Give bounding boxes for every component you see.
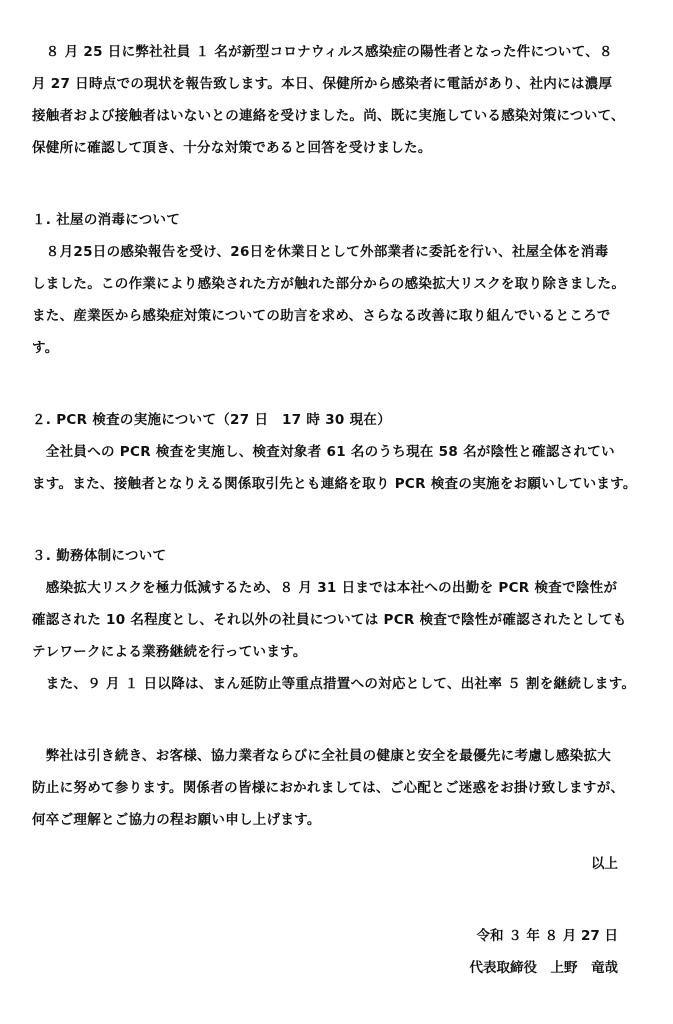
section3-heading: ３. 勤務体制について <box>32 548 167 564</box>
intro-line-2: 月 27 日時点での現状を報告致します。本日、保健所から感染者に電話があり、社内には濃厚 <box>32 76 613 92</box>
signature-name: 代表取締役 上野 竜哉 <box>469 960 618 976</box>
section3-line-4: また、９ 月 １ 日以降は、まん延防止等重点措置への対応として、出社率 ５ 割を継続します。 <box>32 676 636 692</box>
closing-line-2: 防止に努めて参ります。関係者の皆様におかれましては、ご心配とご迷惑をお掛け致しますが、 <box>32 780 625 796</box>
section2-heading: ２. PCR 検査の実施について（27 日 17 時 30 現在） <box>32 412 392 428</box>
section1-line-1: ８月25日の感染報告を受け、26日を休業日として外部業者に委託を行い、社屋全体を消毒 <box>32 244 609 260</box>
section3-line-1: 感染拡大リスクを極力低減するため、８ 月 31 日までは本社への出勤を PCR 検査で陰性が <box>32 580 618 596</box>
closing-line-3: 何卒ご理解とご協力の程お願い申し上げます。 <box>32 812 321 828</box>
signature-date: 令和 ３ 年 ８ 月 27 日 <box>476 928 618 944</box>
section1-heading: １. 社屋の消毒について <box>32 212 181 228</box>
closing-line-1: 弊社は引き続き、お客様、協力業者ならびに全社員の健康と安全を最優先に考慮し感染拡大 <box>32 748 612 764</box>
section2-line-1: 全社員への PCR 検査を実施し、検査対象者 61 名のうち現在 58 名が陰性と確認されてい <box>32 444 615 460</box>
section2-line-2: ます。また、接触者となりえる関係取引先とも連絡を取り PCR 検査の実施をお願いしています。 <box>32 476 637 492</box>
section1-line-4: す。 <box>32 340 59 356</box>
section1-line-3: また、産業医から感染症対策についての助言を求め、さらなる改善に取り組んでいるところで <box>32 308 611 324</box>
intro-line-3: 接触者および接触者はいないとの連絡を受けました。尚、既に実施している感染対策について、 <box>32 108 625 124</box>
section3-line-3: テレワークによる業務継続を行っています。 <box>32 644 307 660</box>
section3-line-2: 確認された 10 名程度とし、それ以外の社員については PCR 検査で陰性が確認されたとしても <box>32 612 627 628</box>
intro-line-1: ８ 月 25 日に弊社社員 １ 名が新型コロナウィルス感染症の陽性者となった件について、８ <box>32 44 613 60</box>
end-mark: 以上 <box>591 856 618 872</box>
section1-line-2: しました。この作業により感染された方が触れた部分からの感染拡大リスクを取り除きました。 <box>32 276 626 292</box>
intro-line-4: 保健所に確認して頂き、十分な対策であると回答を受けました。 <box>32 140 432 156</box>
